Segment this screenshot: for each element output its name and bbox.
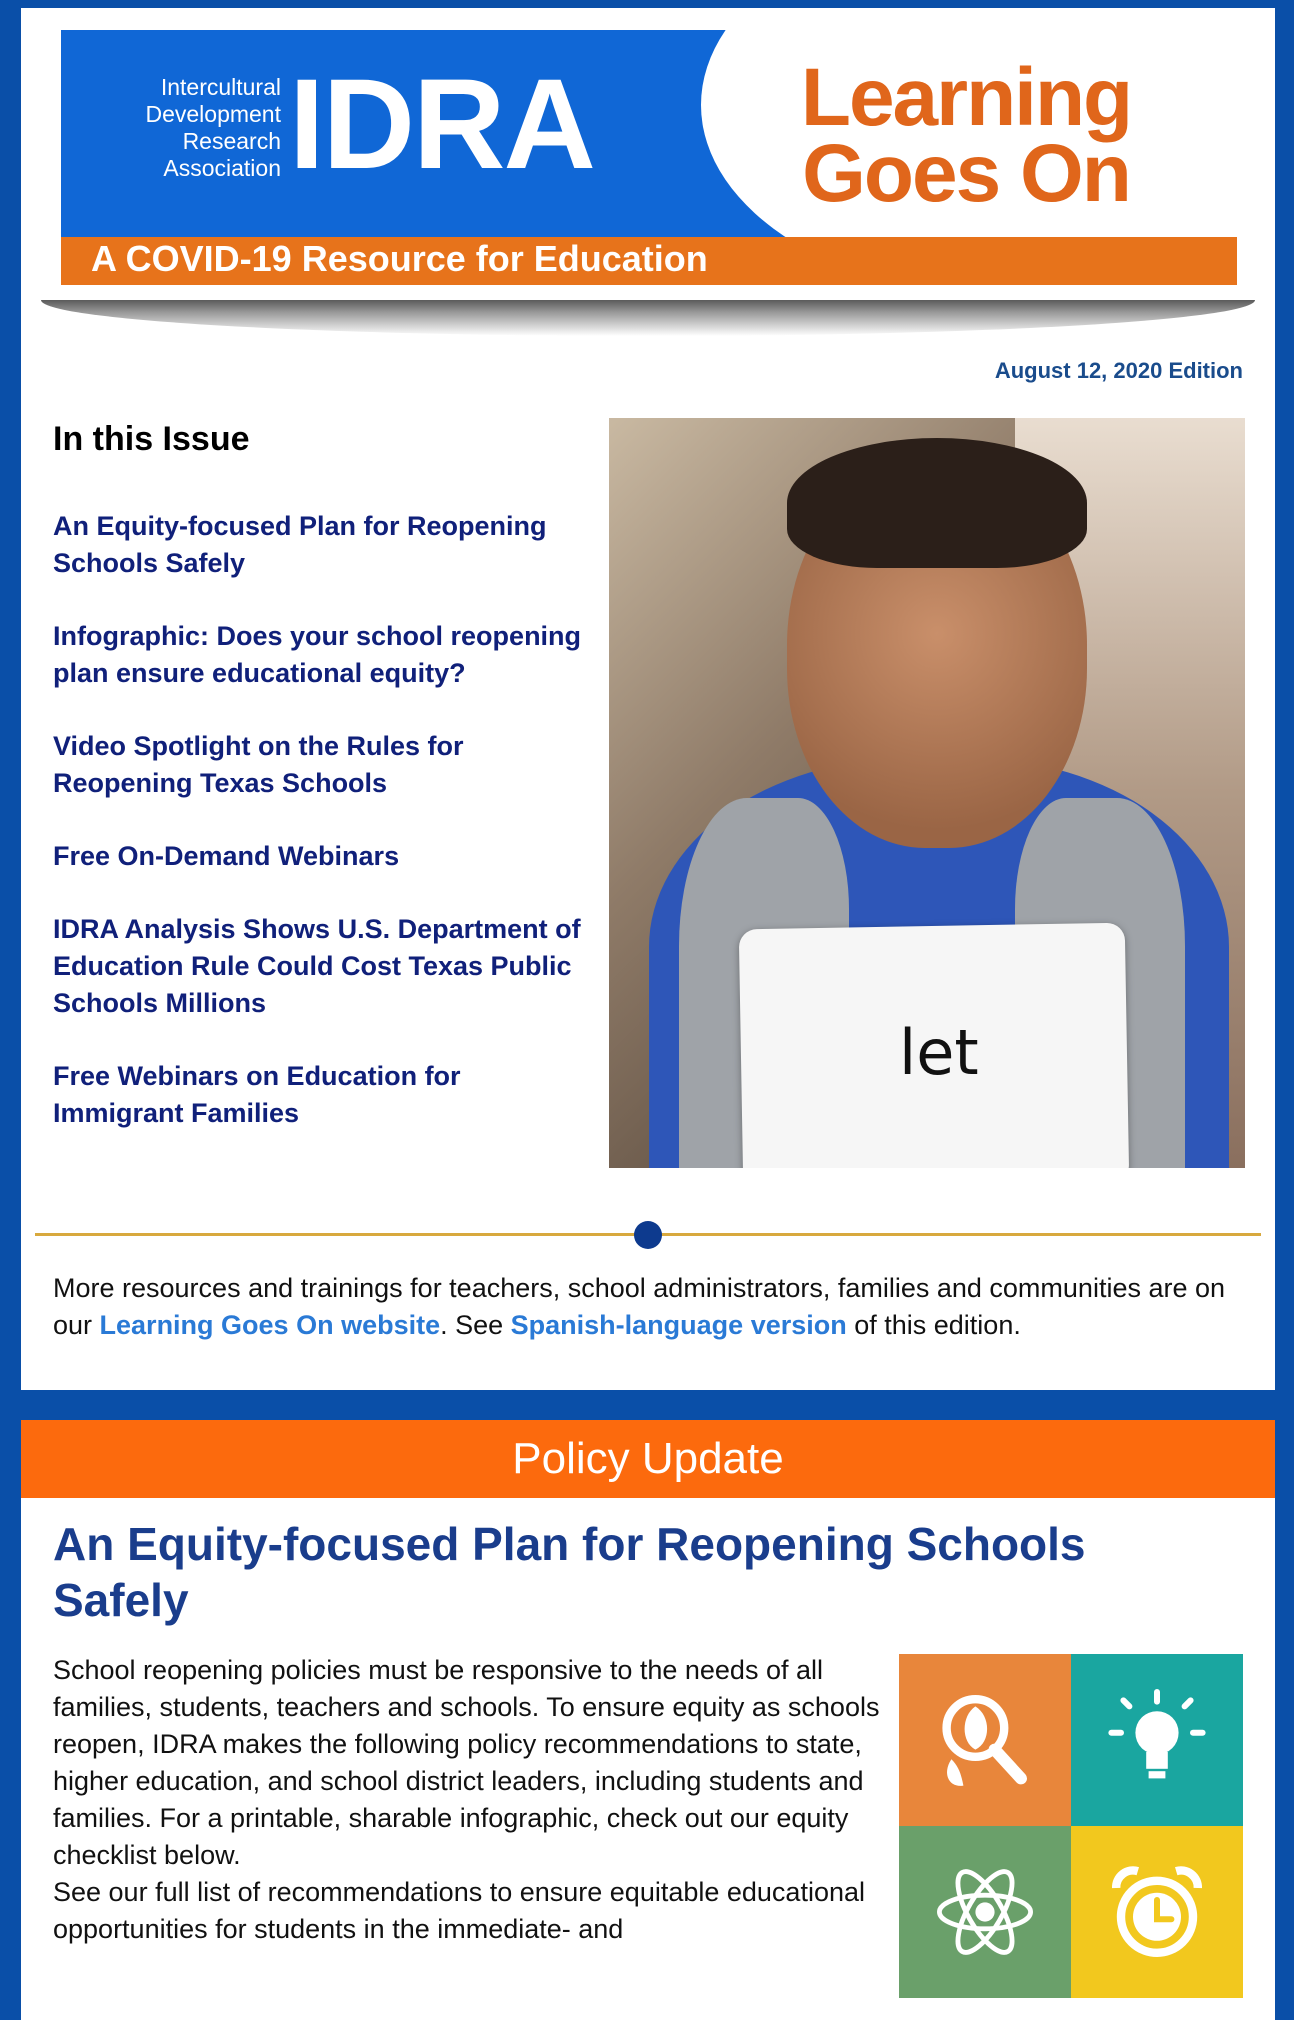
policy-update-header: Policy Update <box>21 1420 1275 1498</box>
leaf-magnifier-icon <box>899 1654 1071 1826</box>
issue-link[interactable]: Free Webinars on Education for Immigrant Families <box>53 1061 461 1128</box>
lightbulb-icon <box>1071 1654 1243 1826</box>
issue-link[interactable]: Infographic: Does your school reopening plan ensure educational equity? <box>53 621 582 688</box>
student-photo <box>609 418 1245 1168</box>
atom-icon <box>899 1826 1071 1998</box>
alarm-clock-icon <box>1071 1826 1243 1998</box>
resources-text: More resources and trainings for teachers, school administrators, families and communities are on our <box>53 1273 1226 1340</box>
banner-title: Learning Goes On <box>800 52 1132 219</box>
spanish-version-link[interactable]: Spanish-language version <box>510 1310 847 1340</box>
issue-heading: In this Issue <box>53 420 250 458</box>
article-paragraph: School reopening policies must be responsive to the needs of all families, students, teachers and schools. To ensure equity as schools reopen, IDRA makes the following policy recommendations to state, higher education, and school district leaders, including students and families. For a printable, sharable infographic, check out our equity checklist below. <box>53 1655 880 1870</box>
learning-goes-on-link[interactable]: Learning Goes On website <box>99 1310 441 1340</box>
divider-dot <box>634 1221 662 1249</box>
edition-date: August 12, 2020 Edition <box>994 358 1243 383</box>
banner-strip <box>61 237 1237 285</box>
banner-tagline: A COVID-19 Resource for Education <box>91 238 708 279</box>
issue-link[interactable]: Video Spotlight on the Rules for Reopening Texas Schools <box>53 731 464 798</box>
article-title[interactable]: An Equity-focused Plan for Reopening Schools Safely <box>53 1518 1086 1626</box>
banner-shadow <box>41 300 1255 336</box>
header-banner <box>61 30 1237 285</box>
issue-link[interactable]: Free On-Demand Webinars <box>53 841 400 871</box>
resources-text: . See <box>440 1310 511 1340</box>
org-name: Intercultural Development Research Association <box>145 74 281 181</box>
article-paragraph: See our full list of recommendations to ensure equitable educational opportunities for students in the immediate- and <box>53 1877 865 1944</box>
issue-link[interactable]: IDRA Analysis Shows U.S. Department of Education Rule Could Cost Texas Public Schools Millions <box>53 914 581 1018</box>
issue-link[interactable]: An Equity-focused Plan for Reopening Schools Safely <box>53 511 547 578</box>
resources-text: of this edition. <box>846 1310 1021 1340</box>
newsletter-top-card <box>21 8 1275 1390</box>
article-body <box>53 1652 895 1948</box>
issue-list <box>53 508 593 1168</box>
photo-hair <box>787 438 1087 568</box>
policy-update-card <box>21 1420 1275 2020</box>
photo-card-word: let <box>899 1016 979 1089</box>
resources-paragraph <box>53 1270 1253 1344</box>
idra-logo: IDRA <box>289 53 594 196</box>
infographic-tiles[interactable] <box>899 1654 1243 1998</box>
